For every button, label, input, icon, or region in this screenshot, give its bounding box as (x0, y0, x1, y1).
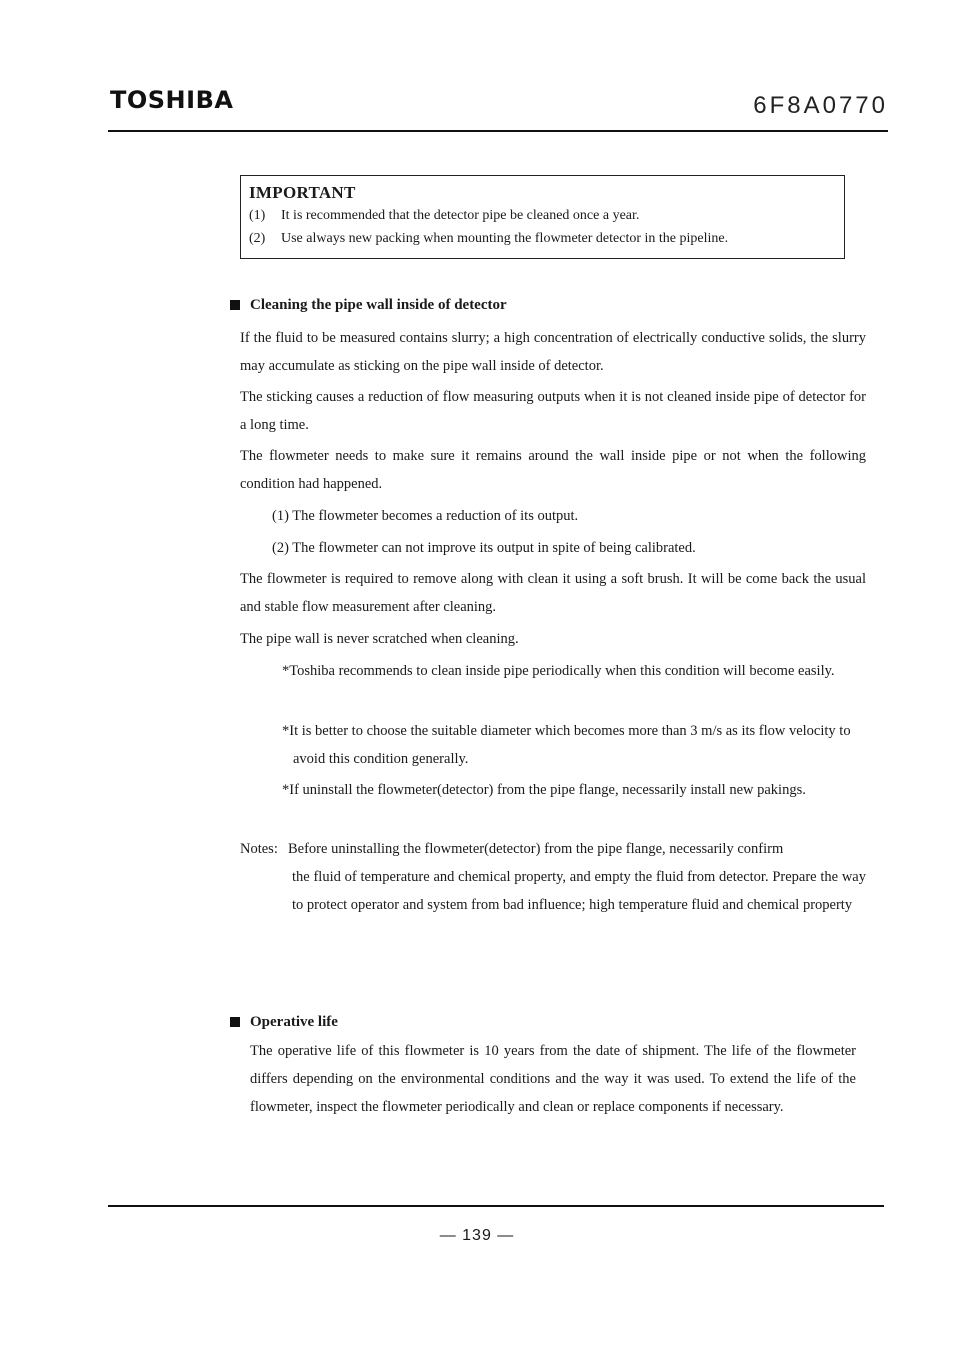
recommendation-text: *It is better to choose the suitable diameter which becomes more than 3 m/s as its flow velocity to avoid this condition generally. (282, 723, 851, 767)
important-box (240, 175, 845, 259)
important-title: IMPORTANT (249, 183, 356, 202)
cleaning-paragraph: The flowmeter is required to remove along with clean it using a soft brush. It will be come back the usual and stable flow measurement after cleaning. (240, 571, 866, 615)
condition-item: (2) The flowmeter can not improve its output in spite of being calibrated. (272, 540, 696, 556)
important-item-number: (1) (249, 208, 266, 223)
recommendation-text: *If uninstall the flowmeter(detector) from the pipe flange, necessarily install new pakings. (282, 782, 806, 798)
important-item (249, 227, 834, 250)
cleaning-heading-text: Cleaning the pipe wall inside of detector (250, 297, 507, 313)
toshiba-logo: TOSHIBA (110, 86, 234, 114)
operative-heading-text: Operative life (250, 1014, 338, 1030)
important-item (249, 204, 834, 227)
cleaning-paragraph: The flowmeter needs to make sure it remains around the wall inside pipe or not when the following condition had happened. (240, 448, 866, 492)
operative-heading (230, 1012, 338, 1032)
square-bullet-icon (230, 300, 240, 310)
cleaning-paragraph: The pipe wall is never scratched when cleaning. (240, 631, 519, 647)
recommendation-item (282, 657, 864, 685)
operative-paragraph: The operative life of this flowmeter is 10 years from the date of shipment. The life of the flowmeter differs depending on the environmental conditions and the way it was used. To extend the life of the flowmeter, inspect the flowmeter periodically and clean or replace components if necessary. (250, 1043, 856, 1115)
header-rule (108, 130, 888, 132)
footer-rule (108, 1205, 884, 1207)
recommendation-text: *Toshiba recommends to clean inside pipe periodically when this condition will become easily. (282, 663, 835, 679)
recommendation-item (282, 776, 864, 804)
important-item-text: It is recommended that the detector pipe be cleaned once a year. (281, 208, 640, 223)
condition-item: (1) The flowmeter becomes a reduction of its output. (272, 508, 579, 524)
important-item-number: (2) (249, 231, 266, 246)
notes-first-line: Before uninstalling the flowmeter(detector) from the pipe flange, necessarily confirm (288, 841, 784, 857)
page-number: — 139 — (439, 1227, 515, 1244)
notes-text: the fluid of temperature and chemical property, and empty the fluid from detector. Prepare the way to protect operator and system from bad influence; high temperature fluid and chemical property (292, 869, 866, 913)
document-number: 6F8A0770 (753, 92, 888, 119)
notes-label: Notes: (240, 841, 278, 857)
cleaning-paragraph: If the fluid to be measured contains slurry; a high concentration of electrically conductive solids, the slurry may accumulate as sticking on the pipe wall inside of detector. (240, 330, 866, 374)
square-bullet-icon (230, 1017, 240, 1027)
cleaning-paragraph: The sticking causes a reduction of flow measuring outputs when it is not cleaned inside pipe of detector for a long time. (240, 389, 866, 433)
cleaning-heading (230, 295, 507, 315)
important-item-text: Use always new packing when mounting the flowmeter detector in the pipeline. (281, 231, 729, 246)
recommendation-item (282, 717, 864, 773)
